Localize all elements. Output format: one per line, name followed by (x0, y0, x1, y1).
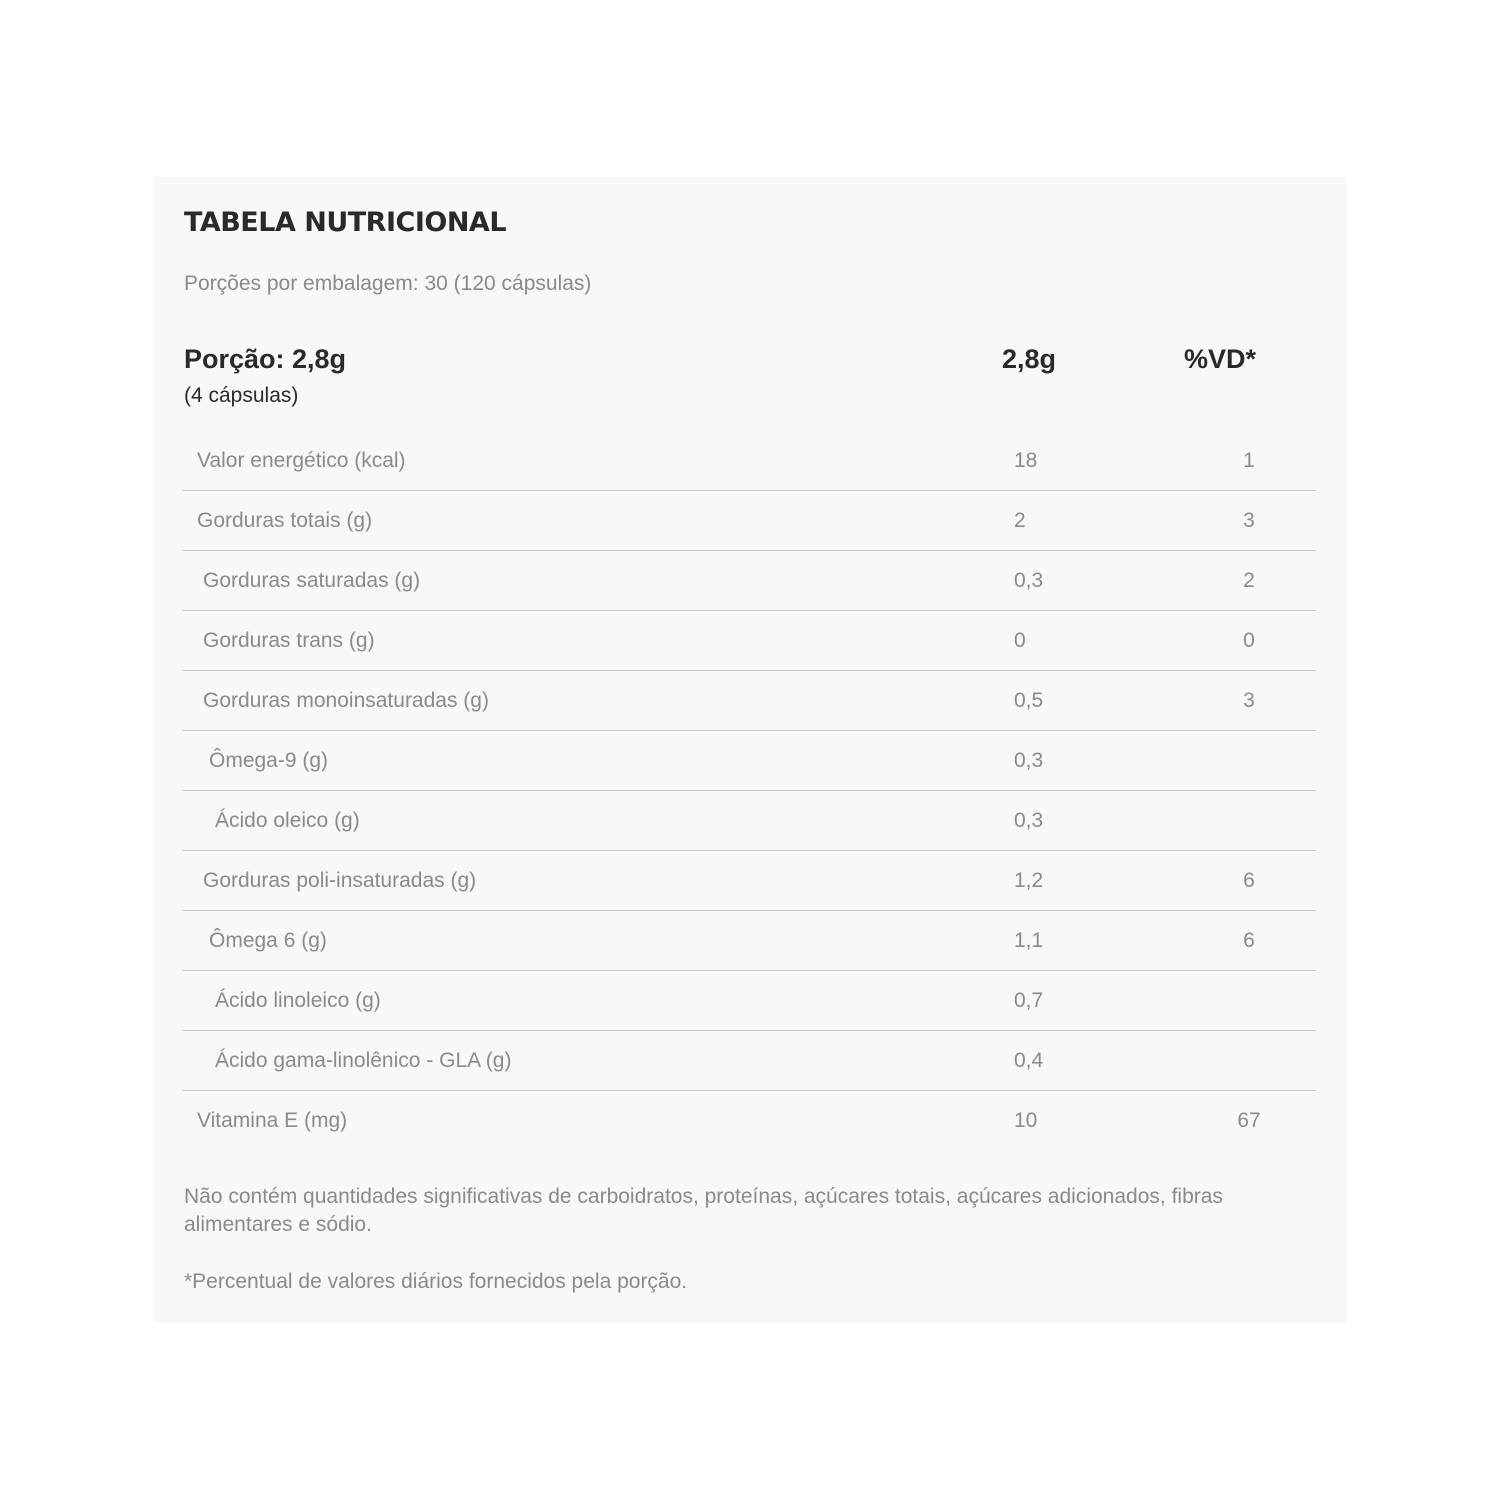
insignificant-amounts-note: Não contém quantidades significativas de carboidratos, proteínas, açúcares totais, açúcares adicionados, fibras alimentares e sódio. (184, 1185, 1223, 1236)
nutrient-amount: 1,1 (1014, 929, 1044, 952)
amount-column-header: 2,8g (1002, 344, 1057, 374)
nutrient-name: Valor energético (kcal) (197, 449, 406, 472)
nutrient-vd: 3 (1243, 689, 1255, 712)
table-row (183, 731, 1316, 791)
table-row (183, 671, 1316, 731)
table-row (183, 911, 1316, 971)
vd-column-header: %VD* (1184, 344, 1257, 374)
table-row (183, 611, 1316, 671)
nutrient-vd: 0 (1243, 629, 1255, 652)
nutrient-amount: 0,4 (1014, 1049, 1044, 1072)
nutrition-table-panel (154, 177, 1346, 1322)
nutrient-amount: 0,5 (1014, 689, 1044, 712)
nutrient-name: Gorduras monoinsaturadas (g) (203, 689, 489, 712)
table-row (183, 491, 1316, 551)
nutrient-amount: 2 (1014, 509, 1026, 532)
nutrient-name: Gorduras totais (g) (197, 509, 373, 532)
nutrient-amount: 18 (1014, 449, 1038, 472)
nutrient-amount: 0,3 (1014, 569, 1044, 592)
nutrient-vd: 2 (1243, 569, 1255, 592)
daily-value-footnote: *Percentual de valores diários fornecidos pela porção. (184, 1270, 688, 1293)
table-row (183, 1091, 1316, 1151)
nutrient-name: Gorduras poli-insaturadas (g) (203, 869, 477, 892)
nutrient-name: Gorduras trans (g) (203, 629, 375, 652)
table-row (183, 851, 1316, 911)
nutrient-amount: 0,3 (1014, 749, 1044, 772)
nutrient-vd: 6 (1243, 929, 1255, 952)
table-title: TABELA NUTRICIONAL (184, 207, 507, 238)
portion-label: Porção: 2,8g (184, 344, 347, 374)
table-row (183, 971, 1316, 1031)
portion-capsules: (4 cápsulas) (184, 384, 299, 407)
servings-per-package: Porções por embalagem: 30 (120 cápsulas) (184, 272, 592, 295)
nutrient-amount: 0,7 (1014, 989, 1044, 1012)
nutrient-name: Ácido oleico (g) (215, 809, 360, 832)
nutrient-amount: 0,3 (1014, 809, 1044, 832)
nutrient-name: Ômega-9 (g) (209, 749, 329, 772)
nutrient-rows (183, 431, 1316, 1151)
nutrient-vd: 1 (1243, 449, 1255, 472)
nutrient-vd: 3 (1243, 509, 1255, 532)
table-row (183, 1031, 1316, 1091)
nutrient-name: Vitamina E (mg) (197, 1109, 348, 1132)
table-row (183, 431, 1316, 491)
nutrient-name: Ácido linoleico (g) (215, 989, 381, 1012)
nutrient-name: Ômega 6 (g) (209, 929, 327, 952)
nutrient-amount: 10 (1014, 1109, 1038, 1132)
table-row (183, 791, 1316, 851)
nutrient-vd: 67 (1237, 1109, 1261, 1132)
nutrient-amount: 1,2 (1014, 869, 1044, 892)
nutrient-vd: 6 (1243, 869, 1255, 892)
nutrient-name: Gorduras saturadas (g) (203, 569, 421, 592)
nutrient-amount: 0 (1014, 629, 1026, 652)
table-row (183, 551, 1316, 611)
nutrient-name: Ácido gama-linolênico - GLA (g) (215, 1049, 512, 1072)
